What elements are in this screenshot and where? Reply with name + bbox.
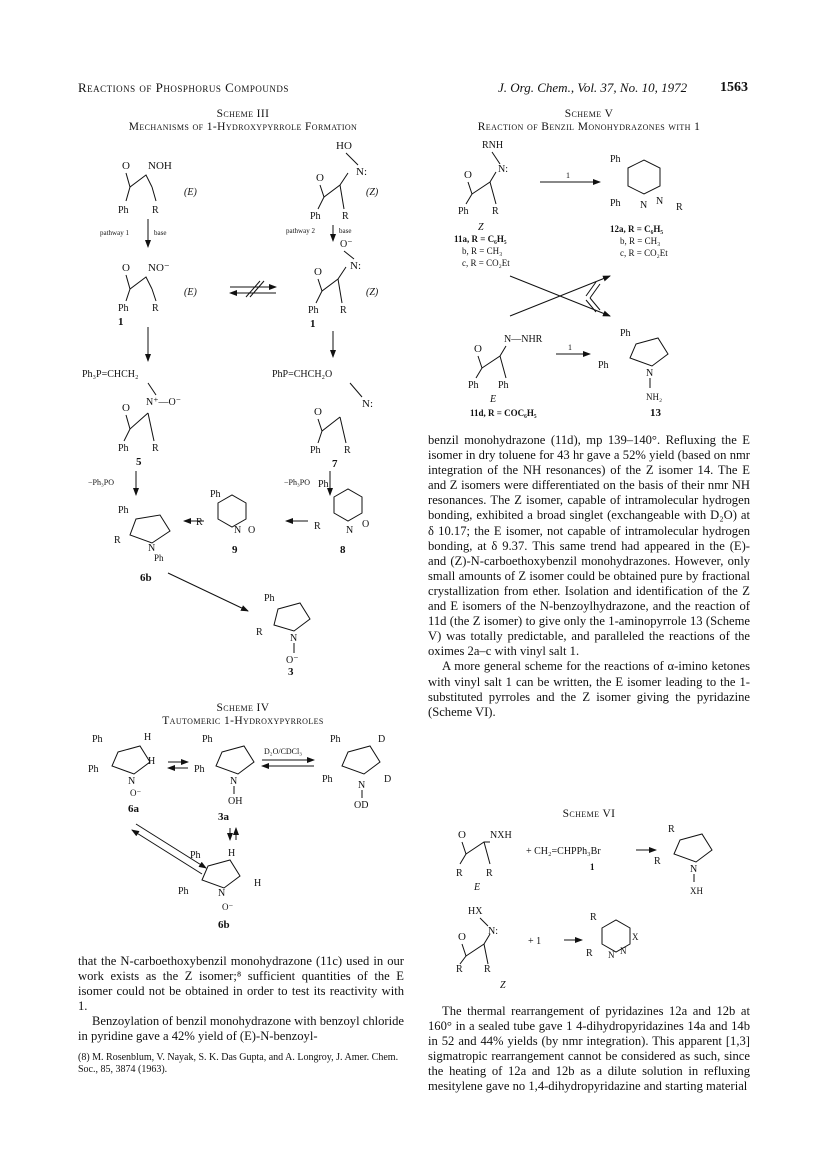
e-label-vi: E	[474, 882, 481, 893]
d-label-2: D	[384, 774, 392, 785]
xh-label: XH	[690, 886, 703, 896]
compound-7: 7	[332, 458, 338, 470]
n-nhr-label: N—NHR	[504, 334, 543, 345]
base-label-1: base	[154, 229, 167, 237]
scheme4-title: Scheme IV	[216, 702, 270, 714]
label-z-top: (Z)	[366, 187, 379, 198]
pathway2-label: pathway 2	[286, 227, 315, 235]
svg-text:Ph: Ph	[322, 774, 333, 785]
svg-text:Ph: Ph	[498, 380, 509, 391]
compound-12b: b, R = CH₃	[620, 236, 661, 246]
e-label-v: E	[490, 394, 497, 405]
svg-text:Ph: Ph	[308, 305, 319, 316]
right-paragraph-1: benzil monohydrazone (11d), mp 139–140°. Refluxing the E isomer in dry toluene for 43 hr gave a 52% yield (based on nmr integration of the NH resonances) of the Z isomer 14. The E and Z isomers were differentiated on the basis of their nmr NH resonances. The Z isomer, capable of intramolecular hydrogen bonding, exhibited a broad singlet (exchangeable with D₂O) at δ 10.17; the E isomer, not capable of intramolecular hydrogen bonding, at δ 9.37. This same trend had appeared in the (E)- and (Z)-N-carboethoxybenzil monohydrazones. However, only small amounts of Z isomer could be obtained pure by fractional crystallization from ether. Isolation and identification of the Z and E isomers of the N-benzoylhydrazone, and the reaction of 11d (the Z isomer) to give only the 1-aminopyrrole 13 (Scheme V) was totally predictable, and paralleled the reactions of the oximes 2a–c with vinyl salt 1.	[428, 433, 750, 659]
svg-text:N: N	[656, 196, 664, 207]
svg-text:Ph: Ph	[458, 206, 469, 217]
svg-text:O: O	[122, 262, 130, 274]
svg-text:O: O	[362, 519, 370, 530]
n-colon-vi: N:	[488, 926, 498, 937]
svg-text:Ph: Ph	[118, 303, 129, 314]
label-ho: HO	[336, 140, 352, 152]
plus-1-label: + 1	[528, 936, 542, 947]
svg-text:Ph: Ph	[210, 489, 221, 500]
compound-11a: 11a, R = C₆H₅	[454, 234, 507, 244]
label-e-mid: (E)	[184, 287, 197, 298]
label-o-minus-6b: Ph	[154, 553, 164, 563]
compound-3a: 3a	[218, 811, 229, 823]
svg-text:R: R	[492, 206, 499, 217]
svg-text:R: R	[152, 443, 159, 454]
z-label-v: Z	[478, 222, 484, 233]
scheme3-title: Scheme III	[216, 108, 270, 120]
scheme3-subtitle: Mechanisms of 1-Hydroxypyrrole Formation	[128, 121, 358, 133]
compound-1-vi: 1	[590, 862, 595, 872]
svg-text:R: R	[586, 948, 593, 959]
svg-text:Ph: Ph	[330, 734, 341, 745]
d-label-1: D	[378, 734, 386, 745]
scheme3-diagram	[78, 135, 413, 675]
label-n-colon-7: N:	[362, 398, 373, 410]
z-label-vi: Z	[500, 980, 506, 991]
label-noh: NOH	[148, 160, 172, 172]
svg-text:Ph: Ph	[118, 443, 129, 454]
svg-text:O: O	[316, 172, 324, 184]
svg-text:R: R	[114, 535, 121, 546]
svg-text:N: N	[646, 368, 654, 379]
running-header-journal: J. Org. Chem., Vol. 37, No. 10, 1972	[498, 80, 688, 95]
hx-label: HX	[468, 906, 483, 917]
svg-text:Ph: Ph	[310, 211, 321, 222]
svg-text:O: O	[122, 402, 130, 414]
svg-text:R: R	[668, 824, 675, 835]
compound-5: 5	[136, 456, 142, 468]
svg-text:Ph: Ph	[264, 593, 275, 604]
label-o-minus-top: O⁻	[340, 239, 353, 250]
oh-3a: OH	[228, 796, 243, 807]
svg-text:Ph: Ph	[190, 850, 201, 861]
svg-text:O: O	[458, 829, 466, 841]
svg-text:R: R	[590, 912, 597, 923]
svg-text:N: N	[128, 776, 136, 787]
o-minus-6a: O⁻	[130, 788, 142, 798]
label-elim-right: −Ph₃PO	[284, 478, 310, 487]
h-6a-1: H	[144, 732, 152, 743]
svg-text:Ph: Ph	[468, 380, 479, 391]
rnh-label: RNH	[482, 140, 504, 151]
svg-text:O: O	[474, 343, 482, 355]
left-paragraph-1: that the N-carboethoxybenzil monohydrazone (11c) used in our work exists as the Z isomer;⁸ sufficient quantities of the E isomer could not be obtained in order to test its reactivity with 1.	[78, 954, 404, 1014]
svg-text:O: O	[464, 169, 472, 181]
svg-text:N: N	[640, 200, 648, 211]
compound-11c: c, R = CO₂Et	[462, 258, 510, 268]
label-n-oxide: N⁺—O⁻	[146, 397, 181, 408]
compound-11d: 11d, R = COC₆H₅	[470, 408, 537, 418]
pathway1-label: pathway 1	[100, 229, 129, 237]
scheme5-subtitle: Reaction of Benzil Monohydrazones with 1	[477, 121, 701, 133]
compound-9: 9	[232, 544, 238, 556]
n-colon-label: N:	[498, 164, 508, 175]
svg-text:R: R	[152, 303, 159, 314]
right-column-lower	[428, 1004, 750, 1095]
svg-text:Ph: Ph	[194, 764, 205, 775]
right-paragraph-2: A more general scheme for the reactions of α-imino ketones with vinyl salt 1 can be written, the E isomer leading to the 1-substituted pyrroles and the Z isomer giving the pyridazine (Scheme VI).	[428, 659, 750, 719]
scheme6-title: Scheme VI	[562, 808, 616, 820]
compound-8: 8	[340, 544, 346, 556]
svg-text:N: N	[358, 780, 366, 791]
svg-text:O: O	[458, 931, 466, 943]
svg-text:N: N	[608, 950, 615, 960]
compound-6b-iv: 6b	[218, 919, 230, 931]
vinyl-salt-label: + CH₂=CHPPh₃Br	[526, 846, 601, 857]
svg-text:Ph: Ph	[318, 479, 329, 490]
svg-text:Ph: Ph	[610, 198, 621, 209]
d2o-label: D₂O/CDCl₃	[264, 747, 303, 756]
compound-1-left: 1	[118, 316, 124, 328]
scheme4-diagram	[78, 728, 413, 938]
compound-12a: 12a, R = C₆H₅	[610, 224, 664, 234]
footnote-8: (8) M. Rosenblum, V. Nayak, S. K. Das Gupta, and A. Longroy, J. Amer. Chem. Soc., 85, 3874 (1963).	[78, 1052, 399, 1075]
reagent-1-bottom: 1	[568, 343, 572, 352]
label-5-ylide: Ph₃P=CHCH₂	[82, 369, 139, 380]
label-oh-3: O⁻	[286, 655, 299, 666]
nxh-label: NXH	[490, 830, 512, 841]
svg-text:O: O	[314, 406, 322, 418]
h-6b-2: H	[254, 878, 262, 889]
h-6b-1: H	[228, 848, 236, 859]
od-label: OD	[354, 800, 369, 811]
svg-text:N: N	[230, 776, 238, 787]
label-z-mid: (Z)	[366, 287, 379, 298]
left-column	[78, 954, 404, 1045]
svg-text:R: R	[196, 517, 203, 528]
svg-text:Ph: Ph	[88, 764, 99, 775]
running-header-title: Reactions of Phosphorus Compounds	[78, 80, 289, 95]
scheme5-diagram	[450, 136, 750, 426]
svg-text:R: R	[344, 445, 351, 456]
r-label: R	[152, 205, 159, 216]
reagent-1-top: 1	[566, 171, 570, 180]
ph-label: Ph	[118, 205, 129, 216]
svg-text:Ph: Ph	[610, 154, 621, 165]
svg-text:Ph: Ph	[598, 360, 609, 371]
svg-text:Ph: Ph	[178, 886, 189, 897]
svg-text:N:: N:	[350, 260, 361, 272]
svg-text:R: R	[256, 627, 263, 638]
svg-text:Ph: Ph	[92, 734, 103, 745]
left-paragraph-2: Benzoylation of benzil monohydrazone with benzoyl chloride in pyridine gave a 42% yield of (E)-N-benzoyl-	[78, 1014, 404, 1044]
label-e-top: (E)	[184, 187, 197, 198]
compound-6a: 6a	[128, 803, 139, 815]
svg-text:N: N	[218, 888, 226, 899]
nh2-label: NH₂	[646, 392, 663, 402]
scheme6-diagram	[440, 824, 750, 974]
compound-11b: b, R = CH₃	[462, 246, 503, 256]
svg-text:O: O	[248, 525, 256, 536]
svg-text:R: R	[654, 856, 661, 867]
h-6a-2: H	[148, 756, 156, 767]
svg-text:O⁻: O⁻	[222, 902, 234, 912]
label-no-minus: NO⁻	[148, 262, 170, 274]
svg-text:X: X	[632, 932, 639, 942]
svg-text:R: R	[456, 964, 463, 974]
scheme4-subtitle: Tautomeric 1-Hydroxypyrroles	[162, 715, 324, 727]
compound-12c: c, R = CO₂Et	[620, 248, 668, 258]
right-paragraph-3: The thermal rearrangement of pyridazines 12a and 12b at 160° in a sealed tube gave 1 4-dihydropyridazines 14a and 14b in 52 and 44% yields (by nmr integration). This apparent [1,3] sigmatropic rearrangement cannot be considered as such, since the heating of 12a and 12b as a dilute solution in refluxing mesitylene gave no 1,4-dihydropyridazine and starting material	[428, 1004, 750, 1094]
svg-text:R: R	[486, 868, 493, 879]
label-7-ylide: PhP=CHCH₂O	[272, 369, 333, 380]
svg-text:Ph: Ph	[620, 328, 631, 339]
compound-6b: 6b	[140, 572, 152, 584]
label-elim-left: −Ph₃PO	[88, 478, 114, 487]
scheme5-title: Scheme V	[564, 108, 614, 120]
svg-text:O: O	[314, 266, 322, 278]
svg-text:N: N	[346, 525, 354, 536]
svg-text:Ph: Ph	[310, 445, 321, 456]
compound-1-right: 1	[310, 318, 316, 330]
svg-text:Ph: Ph	[118, 505, 129, 516]
label-n-colon: N:	[356, 166, 367, 178]
svg-text:R: R	[342, 211, 349, 222]
svg-text:N: N	[234, 525, 242, 536]
compound-13: 13	[650, 407, 661, 419]
svg-text:N: N	[620, 946, 627, 956]
svg-text:N: N	[290, 633, 298, 644]
svg-text:R: R	[340, 305, 347, 316]
right-column-upper	[428, 433, 750, 720]
svg-text:N: N	[690, 864, 698, 875]
base-label-2: base	[339, 227, 352, 235]
compound-3: 3	[288, 666, 294, 675]
svg-text:R: R	[484, 964, 491, 974]
page-number: 1563	[720, 80, 748, 95]
carbonyl-o: O	[122, 160, 130, 172]
svg-text:R: R	[314, 521, 321, 532]
svg-text:N: N	[148, 543, 156, 554]
svg-text:R: R	[456, 868, 463, 879]
svg-text:Ph: Ph	[202, 734, 213, 745]
svg-text:R: R	[676, 202, 683, 213]
